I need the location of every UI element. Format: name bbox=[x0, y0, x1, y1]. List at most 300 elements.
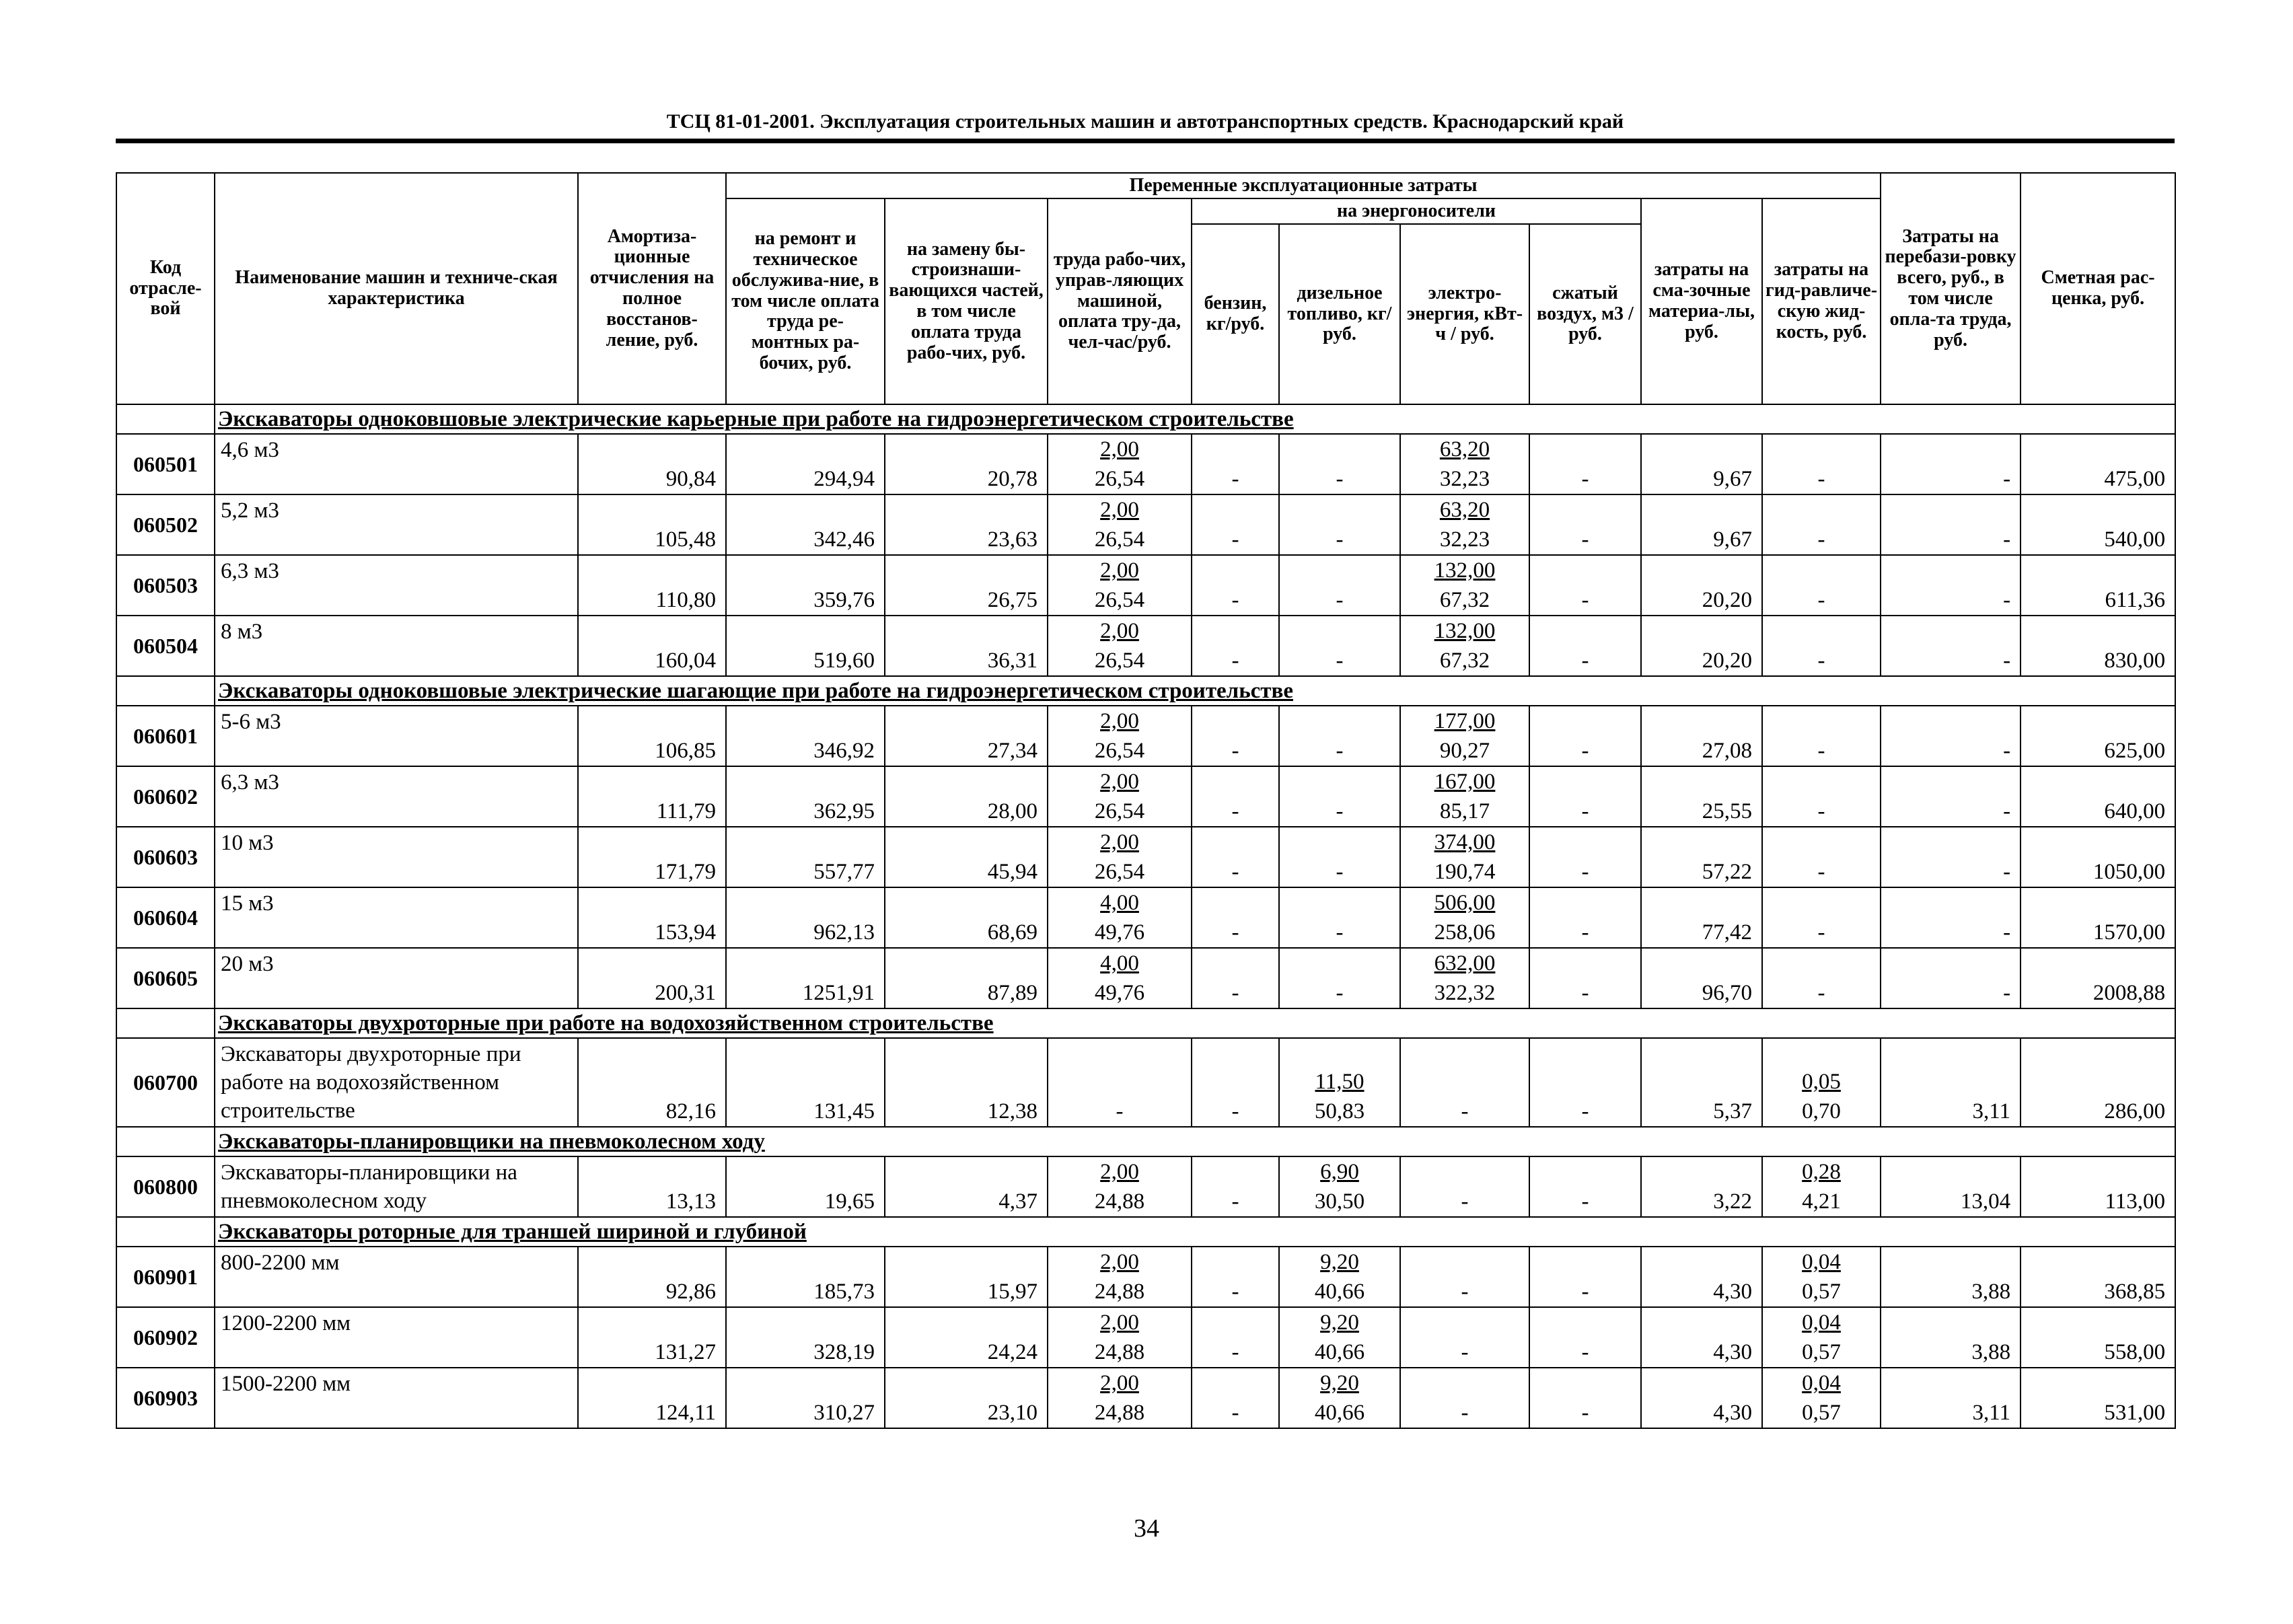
table-row bbox=[116, 766, 2175, 827]
relocation-value: - bbox=[1881, 827, 2021, 887]
labor-value-lower: 24,88 bbox=[1094, 1189, 1145, 1214]
electric-value bbox=[1400, 1247, 1529, 1307]
parts-value: 27,34 bbox=[885, 706, 1048, 766]
lubricants-value: 27,08 bbox=[1641, 706, 1762, 766]
labor-value-upper: 2,00 bbox=[1100, 1250, 1139, 1274]
parts-value: 87,89 bbox=[885, 948, 1048, 1008]
hydraulic-value-lower: - bbox=[1817, 467, 1825, 491]
diesel-value-upper: 9,20 bbox=[1320, 1311, 1359, 1335]
document-header: ТСЦ 81-01-2001. Эксплуатация строительных машин и автотранспортных средств. Краснодарский край bbox=[666, 110, 1624, 133]
group-code-cell bbox=[116, 404, 215, 434]
col-relocation-header: Затраты на перебази-ровку всего, руб., в том числе опла-та труда, руб. bbox=[1881, 173, 2021, 404]
repair-value: 342,46 bbox=[726, 494, 885, 555]
petrol-value: - bbox=[1192, 1307, 1279, 1368]
amortization-value: 106,85 bbox=[578, 706, 726, 766]
electric-value-upper bbox=[1401, 1157, 1529, 1187]
col-repair-header: на ремонт и техническое обслужива-ние, в том числе оплата труда ре-монтных ра-бочих, руб. bbox=[726, 198, 885, 404]
diesel-value-lower: - bbox=[1336, 527, 1344, 552]
machine-name: Экскаваторы двухроторные при работе на водохозяйственном строительстве bbox=[215, 1038, 578, 1127]
labor-value-lower: 26,54 bbox=[1094, 739, 1145, 763]
machine-name: 8 м3 bbox=[215, 616, 578, 676]
repair-value: 362,95 bbox=[726, 766, 885, 827]
labor-value-lower: 24,88 bbox=[1094, 1401, 1145, 1425]
hydraulic-value bbox=[1762, 1038, 1881, 1127]
amortization-value: 13,13 bbox=[578, 1156, 726, 1217]
relocation-value: - bbox=[1881, 706, 2021, 766]
labor-value bbox=[1048, 555, 1192, 616]
amortization-value: 200,31 bbox=[578, 948, 726, 1008]
diesel-value-upper bbox=[1280, 616, 1399, 646]
electric-value bbox=[1400, 434, 1529, 494]
repair-value: 962,13 bbox=[726, 887, 885, 948]
diesel-value-lower: - bbox=[1336, 860, 1344, 884]
diesel-value-upper bbox=[1280, 888, 1399, 918]
group-code-cell bbox=[116, 676, 215, 706]
machine-name: 5-6 м3 bbox=[215, 706, 578, 766]
hydraulic-value-lower: - bbox=[1817, 527, 1825, 552]
hydraulic-value bbox=[1762, 434, 1881, 494]
labor-value-lower: 26,54 bbox=[1094, 799, 1145, 823]
labor-value-lower: - bbox=[1116, 1099, 1124, 1123]
air-value: - bbox=[1529, 1368, 1641, 1428]
relocation-value: - bbox=[1881, 555, 2021, 616]
electric-value-lower: - bbox=[1461, 1401, 1469, 1425]
diesel-value-upper bbox=[1280, 706, 1399, 736]
electric-value-upper: 63,20 bbox=[1439, 498, 1490, 522]
diesel-value bbox=[1279, 1368, 1400, 1428]
labor-value bbox=[1048, 827, 1192, 887]
labor-value bbox=[1048, 1307, 1192, 1368]
labor-value-upper: 2,00 bbox=[1100, 709, 1139, 733]
petrol-value: - bbox=[1192, 766, 1279, 827]
electric-value-lower: 85,17 bbox=[1439, 799, 1490, 823]
parts-value: 20,78 bbox=[885, 434, 1048, 494]
diesel-value bbox=[1279, 1038, 1400, 1127]
diesel-value bbox=[1279, 766, 1400, 827]
lubricants-value: 20,20 bbox=[1641, 616, 1762, 676]
amortization-value: 131,27 bbox=[578, 1307, 726, 1368]
labor-value-upper: 2,00 bbox=[1100, 619, 1139, 643]
group-row bbox=[116, 1127, 2175, 1156]
electric-value-lower: - bbox=[1461, 1280, 1469, 1304]
labor-value-upper: 4,00 bbox=[1100, 891, 1139, 915]
hydraulic-value-lower: - bbox=[1817, 981, 1825, 1005]
group-title: Экскаваторы двухроторные при работе на водохозяйственном строительстве bbox=[215, 1008, 2175, 1038]
electric-value bbox=[1400, 706, 1529, 766]
electric-value-lower: 67,32 bbox=[1439, 649, 1490, 673]
machine-code: 060903 bbox=[116, 1368, 215, 1428]
lubricants-value: 5,37 bbox=[1641, 1038, 1762, 1127]
machine-name: 20 м3 bbox=[215, 948, 578, 1008]
table-row bbox=[116, 434, 2175, 494]
electric-value-lower: - bbox=[1461, 1189, 1469, 1214]
amortization-value: 110,80 bbox=[578, 555, 726, 616]
petrol-value: - bbox=[1192, 1038, 1279, 1127]
hydraulic-value-upper bbox=[1763, 827, 1880, 857]
col-electric-header: электро-энергия, кВт-ч / руб. bbox=[1400, 224, 1529, 404]
diesel-value-lower: 40,66 bbox=[1314, 1280, 1365, 1304]
parts-value: 23,10 bbox=[885, 1368, 1048, 1428]
lubricants-value: 57,22 bbox=[1641, 827, 1762, 887]
amortization-value: 105,48 bbox=[578, 494, 726, 555]
group-title: Экскаваторы одноковшовые электрические карьерные при работе на гидроэнергетическом строительстве bbox=[215, 404, 2175, 434]
electric-value-upper bbox=[1401, 1247, 1529, 1277]
machine-code: 060504 bbox=[116, 616, 215, 676]
labor-value-lower: 26,54 bbox=[1094, 527, 1145, 552]
col-labor-header: труда рабо-чих, управ-ляющих машиной, оплата тру-да, чел-час/руб. bbox=[1048, 198, 1192, 404]
diesel-value-lower: 40,66 bbox=[1314, 1401, 1365, 1425]
parts-value: 28,00 bbox=[885, 766, 1048, 827]
rate-value: 368,85 bbox=[2021, 1247, 2175, 1307]
machine-name: 6,3 м3 bbox=[215, 555, 578, 616]
col-variable-group-header: Переменные эксплуатационные затраты bbox=[726, 173, 1881, 198]
group-code-cell bbox=[116, 1127, 215, 1156]
labor-value-upper: 2,00 bbox=[1100, 770, 1139, 794]
diesel-value bbox=[1279, 555, 1400, 616]
repair-value: 328,19 bbox=[726, 1307, 885, 1368]
electric-value bbox=[1400, 1368, 1529, 1428]
rate-value: 830,00 bbox=[2021, 616, 2175, 676]
hydraulic-value bbox=[1762, 706, 1881, 766]
electric-value-upper bbox=[1401, 1368, 1529, 1398]
electric-value-lower: - bbox=[1461, 1340, 1469, 1364]
amortization-value: 92,86 bbox=[578, 1247, 726, 1307]
petrol-value: - bbox=[1192, 434, 1279, 494]
hydraulic-value-lower: - bbox=[1817, 860, 1825, 884]
rate-value: 2008,88 bbox=[2021, 948, 2175, 1008]
labor-value bbox=[1048, 1368, 1192, 1428]
table-row bbox=[116, 1247, 2175, 1307]
table-row bbox=[116, 1156, 2175, 1217]
table-row bbox=[116, 1307, 2175, 1368]
hydraulic-value-upper: 0,04 bbox=[1802, 1311, 1841, 1335]
relocation-value: 3,11 bbox=[1881, 1038, 2021, 1127]
diesel-value-upper: 9,20 bbox=[1320, 1371, 1359, 1395]
repair-value: 131,45 bbox=[726, 1038, 885, 1127]
diesel-value bbox=[1279, 887, 1400, 948]
electric-value-lower: 32,23 bbox=[1439, 467, 1490, 491]
machine-name: 6,3 м3 bbox=[215, 766, 578, 827]
hydraulic-value-lower: - bbox=[1817, 799, 1825, 823]
petrol-value: - bbox=[1192, 555, 1279, 616]
machine-code: 060502 bbox=[116, 494, 215, 555]
lubricants-value: 4,30 bbox=[1641, 1368, 1762, 1428]
amortization-value: 153,94 bbox=[578, 887, 726, 948]
table-row bbox=[116, 494, 2175, 555]
labor-value-lower: 26,54 bbox=[1094, 467, 1145, 491]
diesel-value-lower: - bbox=[1336, 739, 1344, 763]
air-value: - bbox=[1529, 1307, 1641, 1368]
machine-name: 1500-2200 мм bbox=[215, 1368, 578, 1428]
labor-value-lower: 26,54 bbox=[1094, 649, 1145, 673]
air-value: - bbox=[1529, 766, 1641, 827]
hydraulic-value-lower: - bbox=[1817, 920, 1825, 945]
hydraulic-value-lower: 0,70 bbox=[1802, 1099, 1841, 1123]
machine-name: 800-2200 мм bbox=[215, 1247, 578, 1307]
diesel-value-upper: 6,90 bbox=[1320, 1160, 1359, 1184]
parts-value: 45,94 bbox=[885, 827, 1048, 887]
hydraulic-value bbox=[1762, 1307, 1881, 1368]
amortization-value: 111,79 bbox=[578, 766, 726, 827]
col-code-header: Код отрасле-вой bbox=[116, 173, 215, 404]
electric-value-upper: 177,00 bbox=[1434, 709, 1496, 733]
relocation-value: - bbox=[1881, 948, 2021, 1008]
electric-value bbox=[1400, 1307, 1529, 1368]
diesel-value bbox=[1279, 494, 1400, 555]
labor-value bbox=[1048, 948, 1192, 1008]
labor-value bbox=[1048, 434, 1192, 494]
repair-value: 19,65 bbox=[726, 1156, 885, 1217]
electric-value bbox=[1400, 1156, 1529, 1217]
labor-value-lower: 26,54 bbox=[1094, 588, 1145, 612]
diesel-value bbox=[1279, 434, 1400, 494]
amortization-value: 160,04 bbox=[578, 616, 726, 676]
diesel-value-lower: - bbox=[1336, 649, 1344, 673]
hydraulic-value-upper bbox=[1763, 888, 1880, 918]
electric-value-lower: - bbox=[1461, 1099, 1469, 1123]
electric-value bbox=[1400, 555, 1529, 616]
diesel-value-upper: 9,20 bbox=[1320, 1250, 1359, 1274]
rate-value: 1570,00 bbox=[2021, 887, 2175, 948]
hydraulic-value bbox=[1762, 1247, 1881, 1307]
table-row bbox=[116, 555, 2175, 616]
labor-value-upper: 2,00 bbox=[1100, 498, 1139, 522]
lubricants-value: 25,55 bbox=[1641, 766, 1762, 827]
rate-value: 286,00 bbox=[2021, 1038, 2175, 1127]
group-code-cell bbox=[116, 1008, 215, 1038]
hydraulic-value-lower: - bbox=[1817, 739, 1825, 763]
air-value: - bbox=[1529, 706, 1641, 766]
diesel-value bbox=[1279, 616, 1400, 676]
diesel-value-lower: 30,50 bbox=[1314, 1189, 1365, 1214]
air-value: - bbox=[1529, 827, 1641, 887]
hydraulic-value-lower: 0,57 bbox=[1802, 1401, 1841, 1425]
hydraulic-value-upper bbox=[1763, 616, 1880, 646]
parts-value: 68,69 bbox=[885, 887, 1048, 948]
col-parts-header: на замену бы-строизнаши-вающихся частей, в том числе оплата труда рабо-чих, руб. bbox=[885, 198, 1048, 404]
hydraulic-value bbox=[1762, 948, 1881, 1008]
electric-value-lower: 32,23 bbox=[1439, 527, 1490, 552]
air-value: - bbox=[1529, 434, 1641, 494]
repair-value: 359,76 bbox=[726, 555, 885, 616]
hydraulic-value bbox=[1762, 827, 1881, 887]
parts-value: 4,37 bbox=[885, 1156, 1048, 1217]
electric-value-lower: 258,06 bbox=[1434, 920, 1496, 945]
rate-value: 611,36 bbox=[2021, 555, 2175, 616]
labor-value-upper bbox=[1048, 1067, 1191, 1097]
labor-value-lower: 24,88 bbox=[1094, 1280, 1145, 1304]
diesel-value bbox=[1279, 948, 1400, 1008]
diesel-value-upper bbox=[1280, 827, 1399, 857]
table-row bbox=[116, 827, 2175, 887]
labor-value-upper: 2,00 bbox=[1100, 830, 1139, 854]
relocation-value: - bbox=[1881, 887, 2021, 948]
air-value: - bbox=[1529, 1247, 1641, 1307]
machine-code: 060603 bbox=[116, 827, 215, 887]
hydraulic-value-upper bbox=[1763, 556, 1880, 585]
hydraulic-value bbox=[1762, 1368, 1881, 1428]
table-row bbox=[116, 706, 2175, 766]
labor-value-upper: 2,00 bbox=[1100, 1160, 1139, 1184]
repair-value: 310,27 bbox=[726, 1368, 885, 1428]
table-row bbox=[116, 616, 2175, 676]
hydraulic-value bbox=[1762, 494, 1881, 555]
lubricants-value: 20,20 bbox=[1641, 555, 1762, 616]
electric-value bbox=[1400, 766, 1529, 827]
table-row bbox=[116, 887, 2175, 948]
repair-value: 519,60 bbox=[726, 616, 885, 676]
electric-value-upper: 632,00 bbox=[1434, 951, 1496, 975]
group-code-cell bbox=[116, 1217, 215, 1247]
machine-code: 060604 bbox=[116, 887, 215, 948]
hydraulic-value-upper: 0,04 bbox=[1802, 1371, 1841, 1395]
machine-name: 4,6 м3 bbox=[215, 434, 578, 494]
lubricants-value: 96,70 bbox=[1641, 948, 1762, 1008]
labor-value bbox=[1048, 616, 1192, 676]
diesel-value-lower: - bbox=[1336, 920, 1344, 945]
electric-value-upper bbox=[1401, 1308, 1529, 1337]
table-row bbox=[116, 948, 2175, 1008]
machine-code: 060901 bbox=[116, 1247, 215, 1307]
labor-value-lower: 24,88 bbox=[1094, 1340, 1145, 1364]
machine-code: 060700 bbox=[116, 1038, 215, 1127]
relocation-value: 3,88 bbox=[1881, 1307, 2021, 1368]
labor-value-lower: 49,76 bbox=[1094, 920, 1145, 945]
diesel-value-lower: - bbox=[1336, 588, 1344, 612]
lubricants-value: 9,67 bbox=[1641, 434, 1762, 494]
labor-value-upper: 2,00 bbox=[1100, 1311, 1139, 1335]
petrol-value: - bbox=[1192, 706, 1279, 766]
rate-value: 113,00 bbox=[2021, 1156, 2175, 1217]
petrol-value: - bbox=[1192, 616, 1279, 676]
col-petrol-header: бензин, кг/руб. bbox=[1192, 224, 1279, 404]
labor-value bbox=[1048, 494, 1192, 555]
air-value: - bbox=[1529, 887, 1641, 948]
hydraulic-value-upper bbox=[1763, 767, 1880, 797]
col-lubricants-header: затраты на сма-зочные материа-лы, руб. bbox=[1641, 198, 1762, 404]
labor-value-lower: 26,54 bbox=[1094, 860, 1145, 884]
relocation-value: 13,04 bbox=[1881, 1156, 2021, 1217]
air-value: - bbox=[1529, 555, 1641, 616]
hydraulic-value bbox=[1762, 766, 1881, 827]
repair-value: 346,92 bbox=[726, 706, 885, 766]
machine-code: 060501 bbox=[116, 434, 215, 494]
parts-value: 12,38 bbox=[885, 1038, 1048, 1127]
air-value: - bbox=[1529, 1038, 1641, 1127]
hydraulic-value-upper: 0,28 bbox=[1802, 1160, 1841, 1184]
lubricants-value: 4,30 bbox=[1641, 1247, 1762, 1307]
electric-value bbox=[1400, 948, 1529, 1008]
col-rate-header: Сметная рас-ценка, руб. bbox=[2021, 173, 2175, 404]
labor-value bbox=[1048, 1156, 1192, 1217]
electric-value-lower: 322,32 bbox=[1434, 981, 1496, 1005]
table-body bbox=[116, 404, 2175, 1428]
machine-code: 060902 bbox=[116, 1307, 215, 1368]
parts-value: 15,97 bbox=[885, 1247, 1048, 1307]
hydraulic-value bbox=[1762, 887, 1881, 948]
parts-value: 24,24 bbox=[885, 1307, 1048, 1368]
electric-value-upper: 132,00 bbox=[1434, 619, 1496, 643]
group-row bbox=[116, 1008, 2175, 1038]
hydraulic-value-lower: - bbox=[1817, 588, 1825, 612]
petrol-value: - bbox=[1192, 494, 1279, 555]
group-title: Экскаваторы-планировщики на пневмоколесном ходу bbox=[215, 1127, 2175, 1156]
repair-value: 1251,91 bbox=[726, 948, 885, 1008]
page-number: 34 bbox=[1134, 1514, 1159, 1543]
hydraulic-value bbox=[1762, 616, 1881, 676]
group-title: Экскаваторы одноковшовые электрические шагающие при работе на гидроэнергетическом строительстве bbox=[215, 676, 2175, 706]
relocation-value: 3,11 bbox=[1881, 1368, 2021, 1428]
lubricants-value: 3,22 bbox=[1641, 1156, 1762, 1217]
petrol-value: - bbox=[1192, 1368, 1279, 1428]
petrol-value: - bbox=[1192, 887, 1279, 948]
electric-value-lower: 90,27 bbox=[1439, 739, 1490, 763]
group-row bbox=[116, 1217, 2175, 1247]
relocation-value: - bbox=[1881, 434, 2021, 494]
lubricants-value: 4,30 bbox=[1641, 1307, 1762, 1368]
diesel-value bbox=[1279, 706, 1400, 766]
rate-value: 475,00 bbox=[2021, 434, 2175, 494]
labor-value bbox=[1048, 887, 1192, 948]
hydraulic-value bbox=[1762, 555, 1881, 616]
labor-value-upper: 4,00 bbox=[1100, 951, 1139, 975]
hydraulic-value-upper bbox=[1763, 495, 1880, 525]
parts-value: 36,31 bbox=[885, 616, 1048, 676]
diesel-value-lower: - bbox=[1336, 467, 1344, 491]
electric-value-upper: 506,00 bbox=[1434, 891, 1496, 915]
machine-code: 060601 bbox=[116, 706, 215, 766]
air-value: - bbox=[1529, 616, 1641, 676]
petrol-value: - bbox=[1192, 1247, 1279, 1307]
relocation-value: - bbox=[1881, 616, 2021, 676]
diesel-value-upper bbox=[1280, 767, 1399, 797]
electric-value-upper: 167,00 bbox=[1434, 770, 1496, 794]
rate-value: 625,00 bbox=[2021, 706, 2175, 766]
rate-value: 558,00 bbox=[2021, 1307, 2175, 1368]
parts-value: 23,63 bbox=[885, 494, 1048, 555]
group-title: Экскаваторы роторные для траншей шириной и глубиной bbox=[215, 1217, 2175, 1247]
labor-value bbox=[1048, 706, 1192, 766]
hydraulic-value-upper: 0,04 bbox=[1802, 1250, 1841, 1274]
hydraulic-value-upper: 0,05 bbox=[1802, 1070, 1841, 1094]
diesel-value-lower: 40,66 bbox=[1314, 1340, 1365, 1364]
machine-code: 060503 bbox=[116, 555, 215, 616]
header-rule bbox=[116, 139, 2175, 143]
air-value: - bbox=[1529, 1156, 1641, 1217]
air-value: - bbox=[1529, 948, 1641, 1008]
machine-name: 1200-2200 мм bbox=[215, 1307, 578, 1368]
amortization-value: 171,79 bbox=[578, 827, 726, 887]
relocation-value: - bbox=[1881, 494, 2021, 555]
electric-value bbox=[1400, 616, 1529, 676]
table-header bbox=[116, 173, 2175, 404]
amortization-value: 124,11 bbox=[578, 1368, 726, 1428]
hydraulic-value-lower: 0,57 bbox=[1802, 1340, 1841, 1364]
col-name-header: Наименование машин и техниче-ская характеристика bbox=[215, 173, 578, 404]
amortization-value: 90,84 bbox=[578, 434, 726, 494]
electric-value-upper bbox=[1401, 1067, 1529, 1097]
machine-code: 060602 bbox=[116, 766, 215, 827]
labor-value bbox=[1048, 1247, 1192, 1307]
col-energy-group-header: на энергоносители bbox=[1192, 198, 1641, 224]
col-amort-header: Амортиза-ционные отчисления на полное восстанов-ление, руб. bbox=[578, 173, 726, 404]
machine-name: 15 м3 bbox=[215, 887, 578, 948]
hydraulic-value-lower: 4,21 bbox=[1802, 1189, 1841, 1214]
machine-code: 060605 bbox=[116, 948, 215, 1008]
col-hydraulic-header: затраты на гид-равличе-скую жид-кость, руб. bbox=[1762, 198, 1881, 404]
diesel-value bbox=[1279, 1307, 1400, 1368]
machine-code: 060800 bbox=[116, 1156, 215, 1217]
